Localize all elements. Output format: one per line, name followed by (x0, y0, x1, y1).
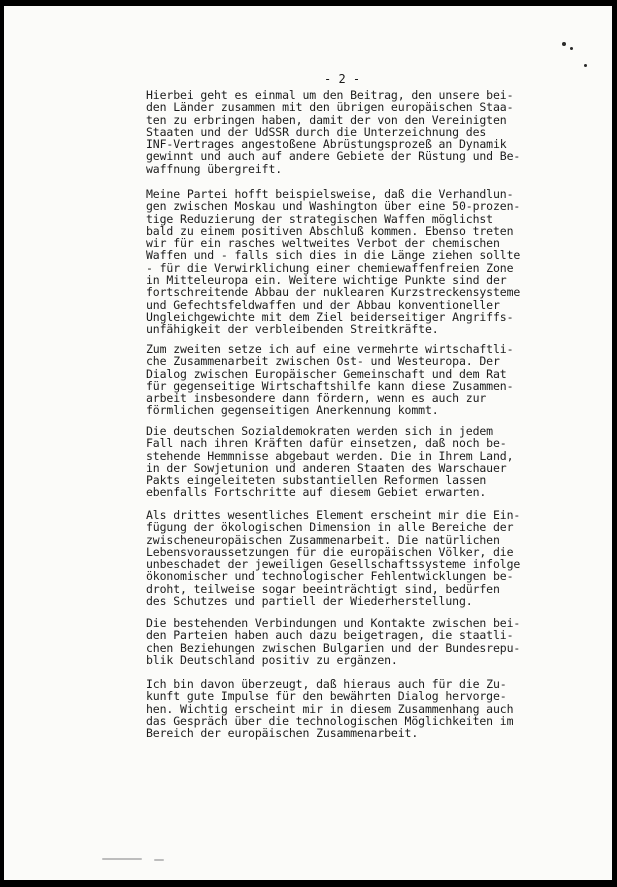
text-line: Hierbei geht es einmal um den Beitrag, den unsere bei- (146, 88, 514, 102)
scan-speck (562, 42, 566, 46)
text-line: waffnung übergreift. (146, 161, 283, 176)
text-line: Pakts eingeleiteten substantiellen Reformen lassen (146, 473, 487, 488)
text-line: stehende Hemmnisse abgebaut werden. Die in Ihrem Land, (146, 448, 514, 463)
text-line: fügung der ökologischen Dimension in alle Bereiche der (146, 520, 514, 535)
text-line: Die deutschen Sozialdemokraten werden sich in jedem (146, 424, 493, 438)
text-line: chen Beziehungen zwischen Bulgarien und der Bundesrepu- (146, 640, 521, 655)
text-line: ten zu erbringen haben, damit der von den Vereinigten (146, 112, 507, 127)
text-line: droht, teilweise sogar beeinträchtigt sind, bedürfen (146, 581, 500, 596)
text-line: in Mitteleuropa ein. Weitere wichtige Punkte sind der (146, 273, 507, 288)
paragraph-1 (146, 89, 520, 175)
text-line: unfähigkeit der verbleibenden Streitkräfte. (146, 322, 439, 337)
text-line: Lebensvoraussetzungen für die europäischen Völker, die (146, 544, 514, 559)
paragraph-2 (146, 188, 520, 336)
text-line: tige Reduzierung der strategischen Waffen möglichst (146, 211, 493, 226)
text-line: Fall nach ihren Kräften dafür einsetzen, daß noch be- (146, 436, 507, 451)
paragraph-7 (146, 678, 513, 739)
text-line: für gegenseitige Wirtschaftshilfe kann diese Zusammen- (146, 378, 514, 393)
text-line: Dialog zwischen Europäischer Gemeinschaft und dem Rat (146, 366, 507, 381)
text-line: Die bestehenden Verbindungen und Kontakte zwischen bei- (146, 616, 521, 630)
text-line: ökonomischer und technologischer Fehlentwicklungen be- (146, 569, 514, 584)
paragraph-4 (146, 425, 513, 499)
text-line: und Gefechtsfeldwaffen und der Abbau konventioneller (146, 297, 500, 312)
text-line: Waffen und - falls sich dies in die Länge ziehen sollte (146, 248, 521, 263)
paragraph-5 (146, 509, 520, 607)
text-line: Staaten und der UdSSR durch die Unterzeichnung des (146, 124, 487, 139)
text-line: zwischeneuropäischen Zusammenarbeit. Die natürlichen (146, 532, 500, 547)
text-line: Zum zweiten setze ich auf eine vermehrte wirtschaftli- (146, 342, 514, 356)
text-line: wir für ein rasches weltweites Verbot der chemischen (146, 236, 500, 251)
text-line: bald zu einem positiven Abschluß kommen. Ebenso treten (146, 223, 514, 238)
text-line: kunft gute Impulse für den bewährten Dialog hervorge- (146, 689, 507, 704)
scan-speck (154, 859, 164, 861)
text-line: das Gespräch über die technologischen Möglichkeiten im (146, 713, 514, 728)
text-line: gewinnt und auch auf andere Gebiete der Rüstung und Be- (146, 149, 521, 164)
text-line: des Schutzes und partiell der Wiederherstellung. (146, 594, 473, 609)
text-line: arbeit insbesondere dann fördern, wenn es auch zur (146, 391, 487, 406)
paragraph-3 (146, 343, 513, 417)
text-line: gen zwischen Moskau und Washington über eine 50-prozen- (146, 199, 521, 214)
text-line: INF-Vertrages angestoßene Abrüstungsprozeß an Dynamik (146, 137, 507, 152)
scan-speck (570, 47, 573, 50)
document-page (4, 6, 612, 880)
paragraph-6 (146, 617, 520, 666)
text-line: che Zusammenarbeit zwischen Ost- und Westeuropa. Der (146, 354, 500, 369)
text-line: unbeschadet der jeweiligen Gesellschaftssysteme infolge (146, 557, 521, 572)
text-line: blik Deutschland positiv zu ergänzen. (146, 652, 398, 667)
text-line: fortschreitende Abbau der nuklearen Kurzstreckensysteme (146, 285, 521, 300)
text-line: Als drittes wesentliches Element erscheint mir die Ein- (146, 508, 521, 522)
text-line: hen. Wichtig erscheint mir in diesem Zusammenhang auch (146, 701, 514, 716)
text-line: Ich bin davon überzeugt, daß hieraus auch für die Zu- (146, 677, 507, 691)
text-line: Bereich der europäischen Zusammenarbeit. (146, 726, 419, 741)
text-line: Meine Partei hofft beispielsweise, daß die Verhandlun- (146, 187, 514, 201)
text-line: den Parteien haben auch dazu beigetragen, die staatli- (146, 628, 514, 643)
text-line: ebenfalls Fortschritte auf diesem Gebiet erwarten. (146, 485, 487, 500)
text-line: förmlichen gegenseitigen Anerkennung kommt. (146, 403, 439, 418)
text-line: - für die Verwirklichung einer chemiewaffenfreien Zone (146, 260, 514, 275)
text-line: Ungleichgewichte mit dem Ziel beiderseitiger Angriffs- (146, 309, 514, 324)
text-line: in der Sowjetunion und anderen Staaten des Warschauer (146, 460, 507, 475)
page-number: - 2 - (324, 72, 361, 86)
text-line: den Länder zusammen mit den übrigen europäischen Staa- (146, 100, 514, 115)
scan-speck (584, 64, 587, 67)
scan-speck (102, 858, 142, 860)
